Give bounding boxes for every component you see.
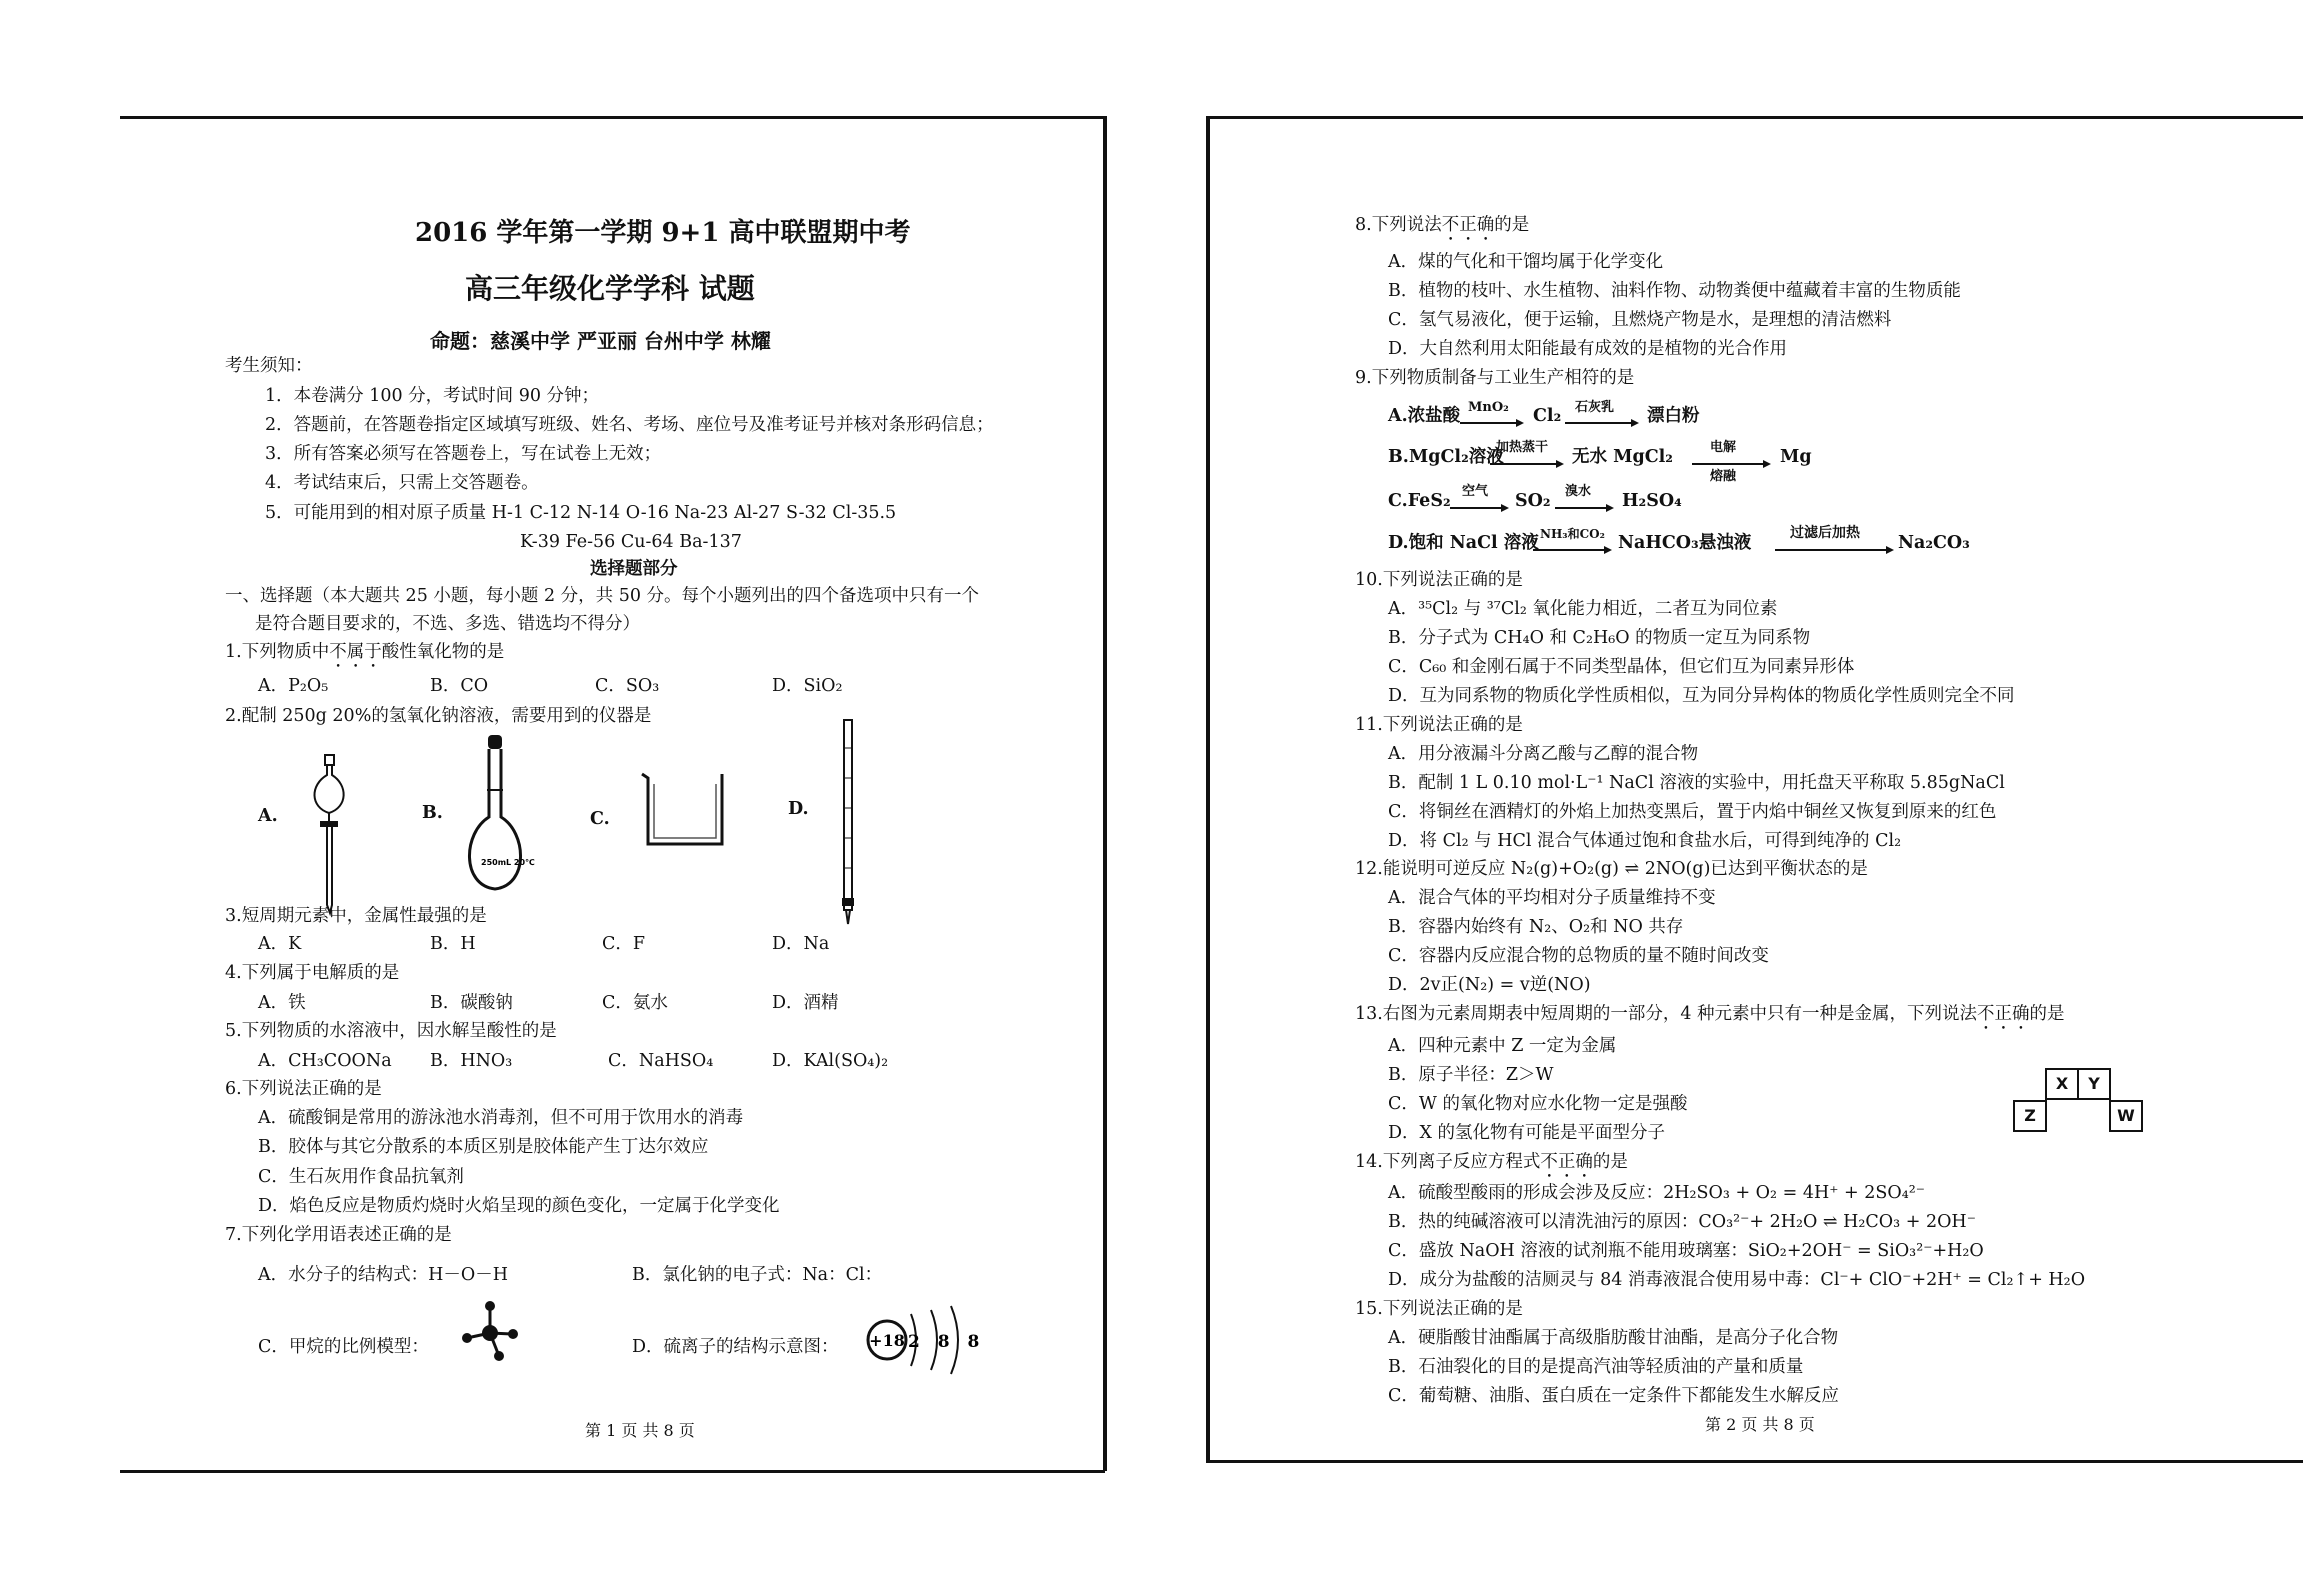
exam-page-2 — [1150, 0, 2303, 1594]
section-intro-1: 一、选择题（本大题共 25 小题，每小题 2 分，共 50 分。每个小题列出的四个备选项中只有一个 — [225, 586, 980, 606]
q9-c-reagent2: 溴水 — [1565, 484, 1592, 499]
notice-heading: 考生须知： — [225, 356, 313, 376]
question-12: 12.能说明可逆反应 N₂(g)+O₂(g) ⇌ 2NO(g)已达到平衡状态的是 — [1355, 859, 1868, 879]
arrow-icon — [1460, 418, 1525, 428]
q7-option-c: C．甲烷的比例模型： — [258, 1337, 429, 1357]
q9-a-reagent1: MnO₂ — [1468, 400, 1509, 415]
page1-right-border — [1103, 116, 1107, 1471]
q2-label-d: D. — [788, 799, 809, 819]
arrow-icon — [1490, 459, 1565, 469]
page2-top-rule — [1208, 116, 2303, 119]
arrow-icon — [1555, 503, 1615, 513]
beaker-icon — [640, 770, 730, 850]
q6-option-c: C．生石灰用作食品抗氧剂 — [258, 1167, 464, 1187]
q13-option-c: C．W 的氧化物对应水化物一定是强酸 — [1388, 1094, 1688, 1114]
page1-bottom-rule — [120, 1470, 1105, 1473]
q6-option-a: A．硫酸铜是常用的游泳池水消毒剂，但不可用于饮用水的消毒 — [258, 1108, 744, 1128]
q15-option-c: C．葡萄糖、油脂、蛋白质在一定条件下都能发生水解反应 — [1388, 1386, 1839, 1406]
q8-option-b: B．植物的枝叶、水生植物、油料作物、动物粪便中蕴藏着丰富的生物质能 — [1388, 281, 1961, 301]
exam-page-1 — [0, 0, 1150, 1594]
page1-footer: 第 1 页 共 8 页 — [585, 1421, 695, 1440]
question-3: 3.短周期元素中，金属性最强的是 — [225, 906, 487, 926]
burette-icon — [838, 718, 858, 928]
q9-d-reagent2: 过滤后加热 — [1790, 525, 1860, 541]
q5-option-c: C．NaHSO₄ — [608, 1051, 714, 1071]
notice-1: 1．本卷满分 100 分，考试时间 90 分钟； — [265, 386, 600, 406]
grid-cell-x: X — [2045, 1068, 2079, 1100]
q14-option-b: B．热的纯碱溶液可以清洗油污的原因：CO₃²⁻+ 2H₂O ⇌ H₂CO₃ + 2OH⁻ — [1388, 1212, 1976, 1232]
q9-d-start: D.饱和 NaCl 溶液 — [1388, 533, 1539, 553]
q12-option-c: C．容器内反应混合物的总物质的量不随时间改变 — [1388, 946, 1769, 966]
q14-option-c: C．盛放 NaOH 溶液的试剂瓶不能用玻璃塞：SiO₂+2OH⁻ = SiO₃²⁻+H₂O — [1388, 1241, 1984, 1261]
q3-option-c: C．F — [602, 934, 646, 954]
page2-bottom-rule — [1208, 1460, 2303, 1463]
page2-footer: 第 2 页 共 8 页 — [1705, 1415, 1815, 1434]
q3-option-a: A．K — [258, 934, 302, 954]
q9-a-end: 漂白粉 — [1647, 406, 1700, 426]
exam-authors: 命题：慈溪中学 严亚丽 台州中学 林耀 — [430, 329, 771, 353]
q10-option-b: B．分子式为 CH₄O 和 C₂H₆O 的物质一定互为同系物 — [1388, 628, 1811, 648]
q9-b-reagent3: 熔融 — [1710, 469, 1737, 484]
q7-option-d: D．硫离子的结构示意图： — [632, 1337, 839, 1357]
arrow-icon — [1565, 418, 1640, 428]
question-8: 8.下列说法不正确的是 — [1355, 215, 1530, 235]
q11-option-c: C．将铜丝在酒精灯的外焰上加热变黑后，置于内焰中铜丝又恢复到原来的红色 — [1388, 802, 1997, 822]
section-intro-2: 是符合题目要求的，不选、多选、错选均不得分） — [255, 614, 640, 634]
q15-option-b: B．石油裂化的目的是提高汽油等轻质油的产量和质量 — [1388, 1357, 1804, 1377]
question-6: 6.下列说法正确的是 — [225, 1079, 382, 1099]
q8-option-d: D．大自然利用太阳能最有成效的是植物的光合作用 — [1388, 339, 1788, 359]
arrow-icon — [1775, 545, 1895, 555]
q13-option-a: A．四种元素中 Z 一定为金属 — [1388, 1036, 1617, 1056]
electron-shells: 2 8 8 — [908, 1332, 986, 1352]
exam-subtitle: 高三年级化学学科 试题 — [465, 272, 755, 305]
q10-option-a: A．³⁵Cl₂ 与 ³⁷Cl₂ 氧化能力相近，二者互为同位素 — [1388, 599, 1778, 619]
separatory-funnel-icon — [300, 755, 360, 915]
q9-b-start: B.MgCl₂溶液 — [1388, 447, 1504, 467]
page2-left-border — [1206, 116, 1210, 1463]
sulfide-ion-structure-diagram — [865, 1300, 986, 1380]
q4-option-d: D．酒精 — [772, 993, 839, 1013]
q9-d-mid: NaHCO₃悬浊液 — [1618, 533, 1752, 553]
question-15: 15.下列说法正确的是 — [1355, 1299, 1523, 1319]
notice-2: 2．答题前，在答题卷指定区域填写班级、姓名、考场、座位号及准考证号并核对条形码信息； — [265, 415, 994, 435]
question-10: 10.下列说法正确的是 — [1355, 570, 1523, 590]
q8-option-c: C．氢气易液化，便于运输，且燃烧产物是水，是理想的清洁燃料 — [1388, 310, 1892, 330]
page1-top-rule — [120, 116, 1105, 119]
q9-b-mid: 无水 MgCl₂ — [1572, 447, 1673, 467]
flask-mark: 250mL 20℃ — [481, 858, 535, 867]
question-11: 11.下列说法正确的是 — [1355, 715, 1523, 735]
q13-option-d: D．X 的氢化物有可能是平面型分子 — [1388, 1123, 1666, 1143]
notice-5: 5．可能用到的相对原子质量 H-1 C-12 N-14 O-16 Na-23 Al-27 S-32 Cl-35.5 — [265, 503, 897, 523]
q9-a-start: A.浓盐酸 — [1388, 406, 1461, 426]
q6-option-b: B．胶体与其它分散系的本质区别是胶体能产生丁达尔效应 — [258, 1137, 709, 1157]
question-7: 7.下列化学用语表述正确的是 — [225, 1225, 452, 1245]
q2-label-a: A. — [258, 806, 278, 826]
q15-option-a: A．硬脂酸甘油酯属于高级脂肪酸甘油酯，是高分子化合物 — [1388, 1328, 1839, 1348]
nucleus-charge: +18 — [869, 1331, 905, 1350]
arrow-icon — [1450, 503, 1510, 513]
q1-option-b: B．CO — [430, 676, 489, 696]
question-1: 1.下列物质中不属于酸性氧化物的是 — [225, 642, 505, 662]
grid-cell-z: Z — [2013, 1100, 2047, 1132]
q8-option-a: A．煤的气化和干馏均属于化学变化 — [1388, 252, 1664, 272]
q10-option-c: C．C₆₀ 和金刚石属于不同类型晶体，但它们互为同素异形体 — [1388, 657, 1855, 677]
section-heading: 选择题部分 — [590, 559, 678, 579]
q1-option-d: D．SiO₂ — [772, 676, 843, 696]
question-13: 13.右图为元素周期表中短周期的一部分，4 种元素中只有一种是金属，下列说法不正确的是 — [1355, 1004, 2065, 1024]
q11-option-d: D．将 Cl₂ 与 HCl 混合气体通过饱和食盐水后，可得到纯净的 Cl₂ — [1388, 831, 1902, 851]
q12-option-a: A．混合气体的平均相对分子质量维持不变 — [1388, 888, 1716, 908]
notice-4: 4．考试结束后，只需上交答题卷。 — [265, 473, 539, 493]
q4-option-a: A．铁 — [258, 993, 306, 1013]
methane-model-icon — [455, 1298, 525, 1368]
question-14: 14.下列离子反应方程式不正确的是 — [1355, 1152, 1628, 1172]
question-9: 9.下列物质制备与工业生产相符的是 — [1355, 368, 1635, 388]
q3-option-b: B．H — [430, 934, 476, 954]
question-2: 2.配制 250g 20%的氢氧化钠溶液，需要用到的仪器是 — [225, 706, 652, 726]
q5-option-a: A．CH₃COONa — [258, 1051, 392, 1071]
q3-option-d: D．Na — [772, 934, 830, 954]
question-4: 4.下列属于电解质的是 — [225, 963, 400, 983]
q14-option-d: D．成分为盐酸的洁厕灵与 84 消毒液混合使用易中毒：Cl⁻+ ClO⁻+2H⁺ = Cl₂↑+ H₂O — [1388, 1270, 2086, 1290]
q7-option-b: B．氯化钠的电子式：Na：Cl： — [632, 1265, 883, 1285]
q9-b-reagent1: 加热蒸干 — [1496, 440, 1549, 455]
q9-a-reagent2: 石灰乳 — [1575, 400, 1615, 415]
q2-label-c: C. — [590, 809, 610, 829]
q9-c-reagent1: 空气 — [1462, 484, 1489, 499]
q14-option-a: A．硫酸型酸雨的形成会涉及反应：2H₂SO₃ + O₂ = 4H⁺ + 2SO₄²⁻ — [1388, 1183, 1925, 1203]
q9-d-end: Na₂CO₃ — [1898, 533, 1970, 553]
q7-option-a: A．水分子的结构式：H－O－H — [258, 1265, 509, 1285]
q11-option-b: B．配制 1 L 0.10 mol·L⁻¹ NaCl 溶液的实验中，用托盘天平称取 5.85gNaCl — [1388, 773, 2005, 793]
q9-c-end: H₂SO₄ — [1622, 491, 1682, 511]
q12-option-b: B．容器内始终有 N₂、O₂和 NO 共存 — [1388, 917, 1684, 937]
grid-cell-w: W — [2109, 1100, 2143, 1132]
q5-option-b: B．HNO₃ — [430, 1051, 513, 1071]
q9-a-mid: Cl₂ — [1533, 406, 1562, 426]
q1-option-c: C．SO₃ — [595, 676, 660, 696]
q6-option-d: D．焰色反应是物质灼烧时火焰呈现的颜色变化，一定属于化学变化 — [258, 1196, 780, 1216]
volumetric-flask-icon — [455, 735, 535, 895]
q4-option-b: B．碳酸钠 — [430, 993, 513, 1013]
exam-title: 2016 学年第一学期 9+1 高中联盟期中考 — [415, 218, 911, 248]
q1-option-a: A．P₂O₅ — [258, 676, 329, 696]
q9-b-reagent2: 电解 — [1710, 440, 1737, 455]
arrow-icon — [1533, 545, 1613, 555]
q5-option-d: D．KAl(SO₄)₂ — [772, 1051, 889, 1071]
notice-5-continued: K-39 Fe-56 Cu-64 Ba-137 — [520, 532, 742, 552]
q9-d-reagent1: NH₃和CO₂ — [1540, 527, 1605, 541]
q9-c-mid: SO₂ — [1515, 491, 1551, 511]
q2-label-b: B. — [422, 803, 443, 823]
q13-option-b: B．原子半径：Z＞W — [1388, 1065, 1554, 1085]
q11-option-a: A．用分液漏斗分离乙酸与乙醇的混合物 — [1388, 744, 1699, 764]
q12-option-d: D．2v正(N₂) = v逆(NO) — [1388, 975, 1591, 995]
q10-option-d: D．互为同系物的物质化学性质相似，互为同分异构体的物质化学性质则完全不同 — [1388, 686, 2015, 706]
q9-b-end: Mg — [1780, 447, 1812, 467]
question-5: 5.下列物质的水溶液中，因水解呈酸性的是 — [225, 1021, 557, 1041]
notice-3: 3．所有答案必须写在答题卷上，写在试卷上无效； — [265, 444, 662, 464]
q4-option-c: C．氨水 — [602, 993, 668, 1013]
q9-c-start: C.FeS₂ — [1388, 491, 1451, 511]
grid-cell-y: Y — [2077, 1068, 2111, 1100]
